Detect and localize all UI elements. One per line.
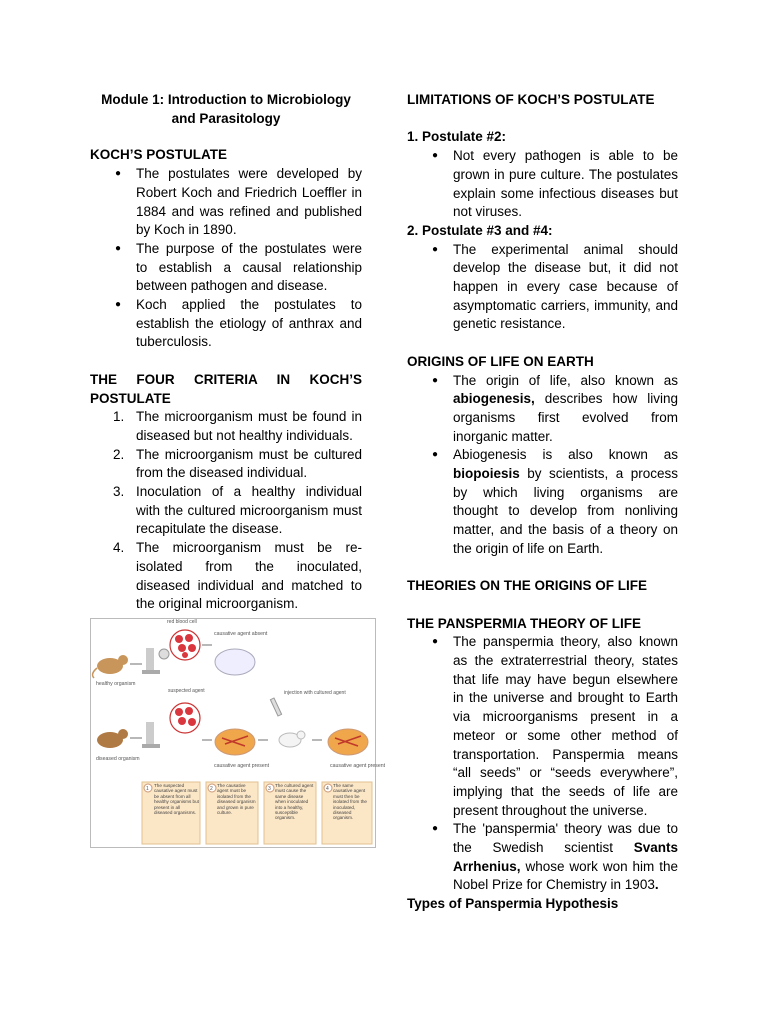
- left-column: [90, 91, 362, 614]
- origins-bullets: [407, 372, 678, 559]
- empty-petri-dish-icon: [215, 649, 255, 675]
- step-text: The same causative agent must then be isolated from the inoculated, diseased organism.: [333, 783, 367, 821]
- criteria-heading: THE FOUR CRITERIA IN KOCH’S POSTULATE: [90, 371, 362, 406]
- list-item: 4. The microorganism must be re-isolated from the inoculated, diseased individual and matched to the original microorganism.: [113, 540, 362, 612]
- postulate-2-bullets: [407, 147, 678, 222]
- diseased-organism-label: diseased organism: [96, 756, 140, 762]
- step-text: The causative agent must be isolated from the diseased organism and grown in pure culture.: [217, 783, 256, 816]
- blood-cells-circle: [170, 703, 200, 733]
- panspermia-heading: THE PANSPERMIA THEORY OF LIFE: [407, 615, 642, 631]
- criteria-list: [90, 408, 362, 614]
- list-item: 3. Inoculation of a healthy individual with the cultured microorganism must recapitulate the disease.: [113, 484, 362, 537]
- step-box-3: [264, 782, 316, 844]
- causative-absent-label: causative agent absent: [214, 631, 268, 637]
- svg-text:3: 3: [268, 786, 271, 792]
- causative-present-label-2: causative agent present: [330, 763, 386, 769]
- list-item: ● The postulates were developed by Robert Koch and Friedrich Loeffler in 1884 and was refined and published by Koch in 1890.: [90, 165, 362, 240]
- postulate-3-4-heading: 2. Postulate #3 and #4:: [407, 222, 553, 238]
- koch-heading: KOCH’S POSTULATE: [90, 147, 228, 163]
- svg-text:4: 4: [326, 786, 329, 792]
- title-line-1: Module 1: Introduction to Microbiology: [101, 92, 351, 107]
- module-title: [90, 91, 362, 128]
- causative-present-label: causative agent present: [214, 763, 270, 769]
- limitations-heading: LIMITATIONS OF KOCH’S POSTULATE: [407, 92, 655, 107]
- injection-label: injection with cultured agent: [284, 690, 346, 696]
- healthy-organism-label: healthy organism: [96, 681, 136, 687]
- list-item: ● The origin of life, also known as abiogenesis, describes how living organisms first evolved from inorganic matter.: [407, 372, 678, 447]
- step-box-2: [206, 782, 258, 844]
- step-text: The cultured agent must cause the same disease when inoculated into a healthy, susceptible organism.: [275, 783, 314, 821]
- koch-bullets: [90, 165, 362, 352]
- step-text: The suspected causative agent must be absent from all healthy organisms but present in all diseased organisms.: [154, 783, 199, 816]
- list-item: ● The panspermia theory, also known as the extraterrestrial theory, states that life may have begun elsewhere in the universe and brought to Earth via microorganisms present in a meteor or some other method of transportation. Panspermia means “all seeds” or “seeds everywhere”, implying that the seeds of life are present throughout the universe.: [407, 633, 678, 820]
- list-item: ● The 'panspermia' theory was due to the Swedish scientist Svants Arrhenius, whose work won him the Nobel Prize for Chemistry in 1903.: [407, 820, 678, 895]
- list-item: ● Koch applied the postulates to establish the etiology of anthrax and tuberculosis.: [90, 296, 362, 352]
- list-item: ● The purpose of the postulates were to establish a causal relationship between pathogen and disease.: [90, 240, 362, 296]
- svg-text:2: 2: [210, 786, 213, 792]
- theories-heading: THEORIES ON THE ORIGINS OF LIFE: [407, 578, 648, 594]
- list-item: ● Abiogenesis is also known as biopoiesis by scientists, a process by which living organisms are thought to develop from nonliving matter, and the basis of a theory on the origin of life on Earth.: [407, 446, 678, 558]
- list-item: ● Not every pathogen is able to be grown in pure culture. The postulates explain some infectious diseases but not viruses.: [407, 147, 678, 222]
- postulate-3-4-bullets: [407, 241, 678, 335]
- title-line-2: and Parasitology: [171, 110, 281, 126]
- step-box-1: [142, 782, 200, 844]
- postulate-2-heading: 1. Postulate #2:: [407, 129, 507, 145]
- origins-heading: ORIGINS OF LIFE ON EARTH: [407, 353, 594, 369]
- svg-text:1: 1: [146, 786, 149, 792]
- koch-postulates-figure: [90, 618, 386, 848]
- right-column: [407, 91, 678, 914]
- list-item: ● The experimental animal should develop the disease but, it did not happen in every case because of asymptomatic carriers, immunity, and genetic resistance.: [407, 241, 678, 335]
- panspermia-bullets: [407, 633, 678, 895]
- red-blood-cell-label: red blood cell: [167, 619, 197, 625]
- step-box-4: [322, 782, 372, 844]
- suspected-agent-label: suspected agent: [168, 688, 205, 694]
- list-item: 1. The microorganism must be found in diseased but not healthy individuals.: [113, 409, 362, 443]
- list-item: 2. The microorganism must be cultured from the diseased individual.: [113, 446, 362, 481]
- types-heading: Types of Panspermia Hypothesis: [407, 896, 619, 912]
